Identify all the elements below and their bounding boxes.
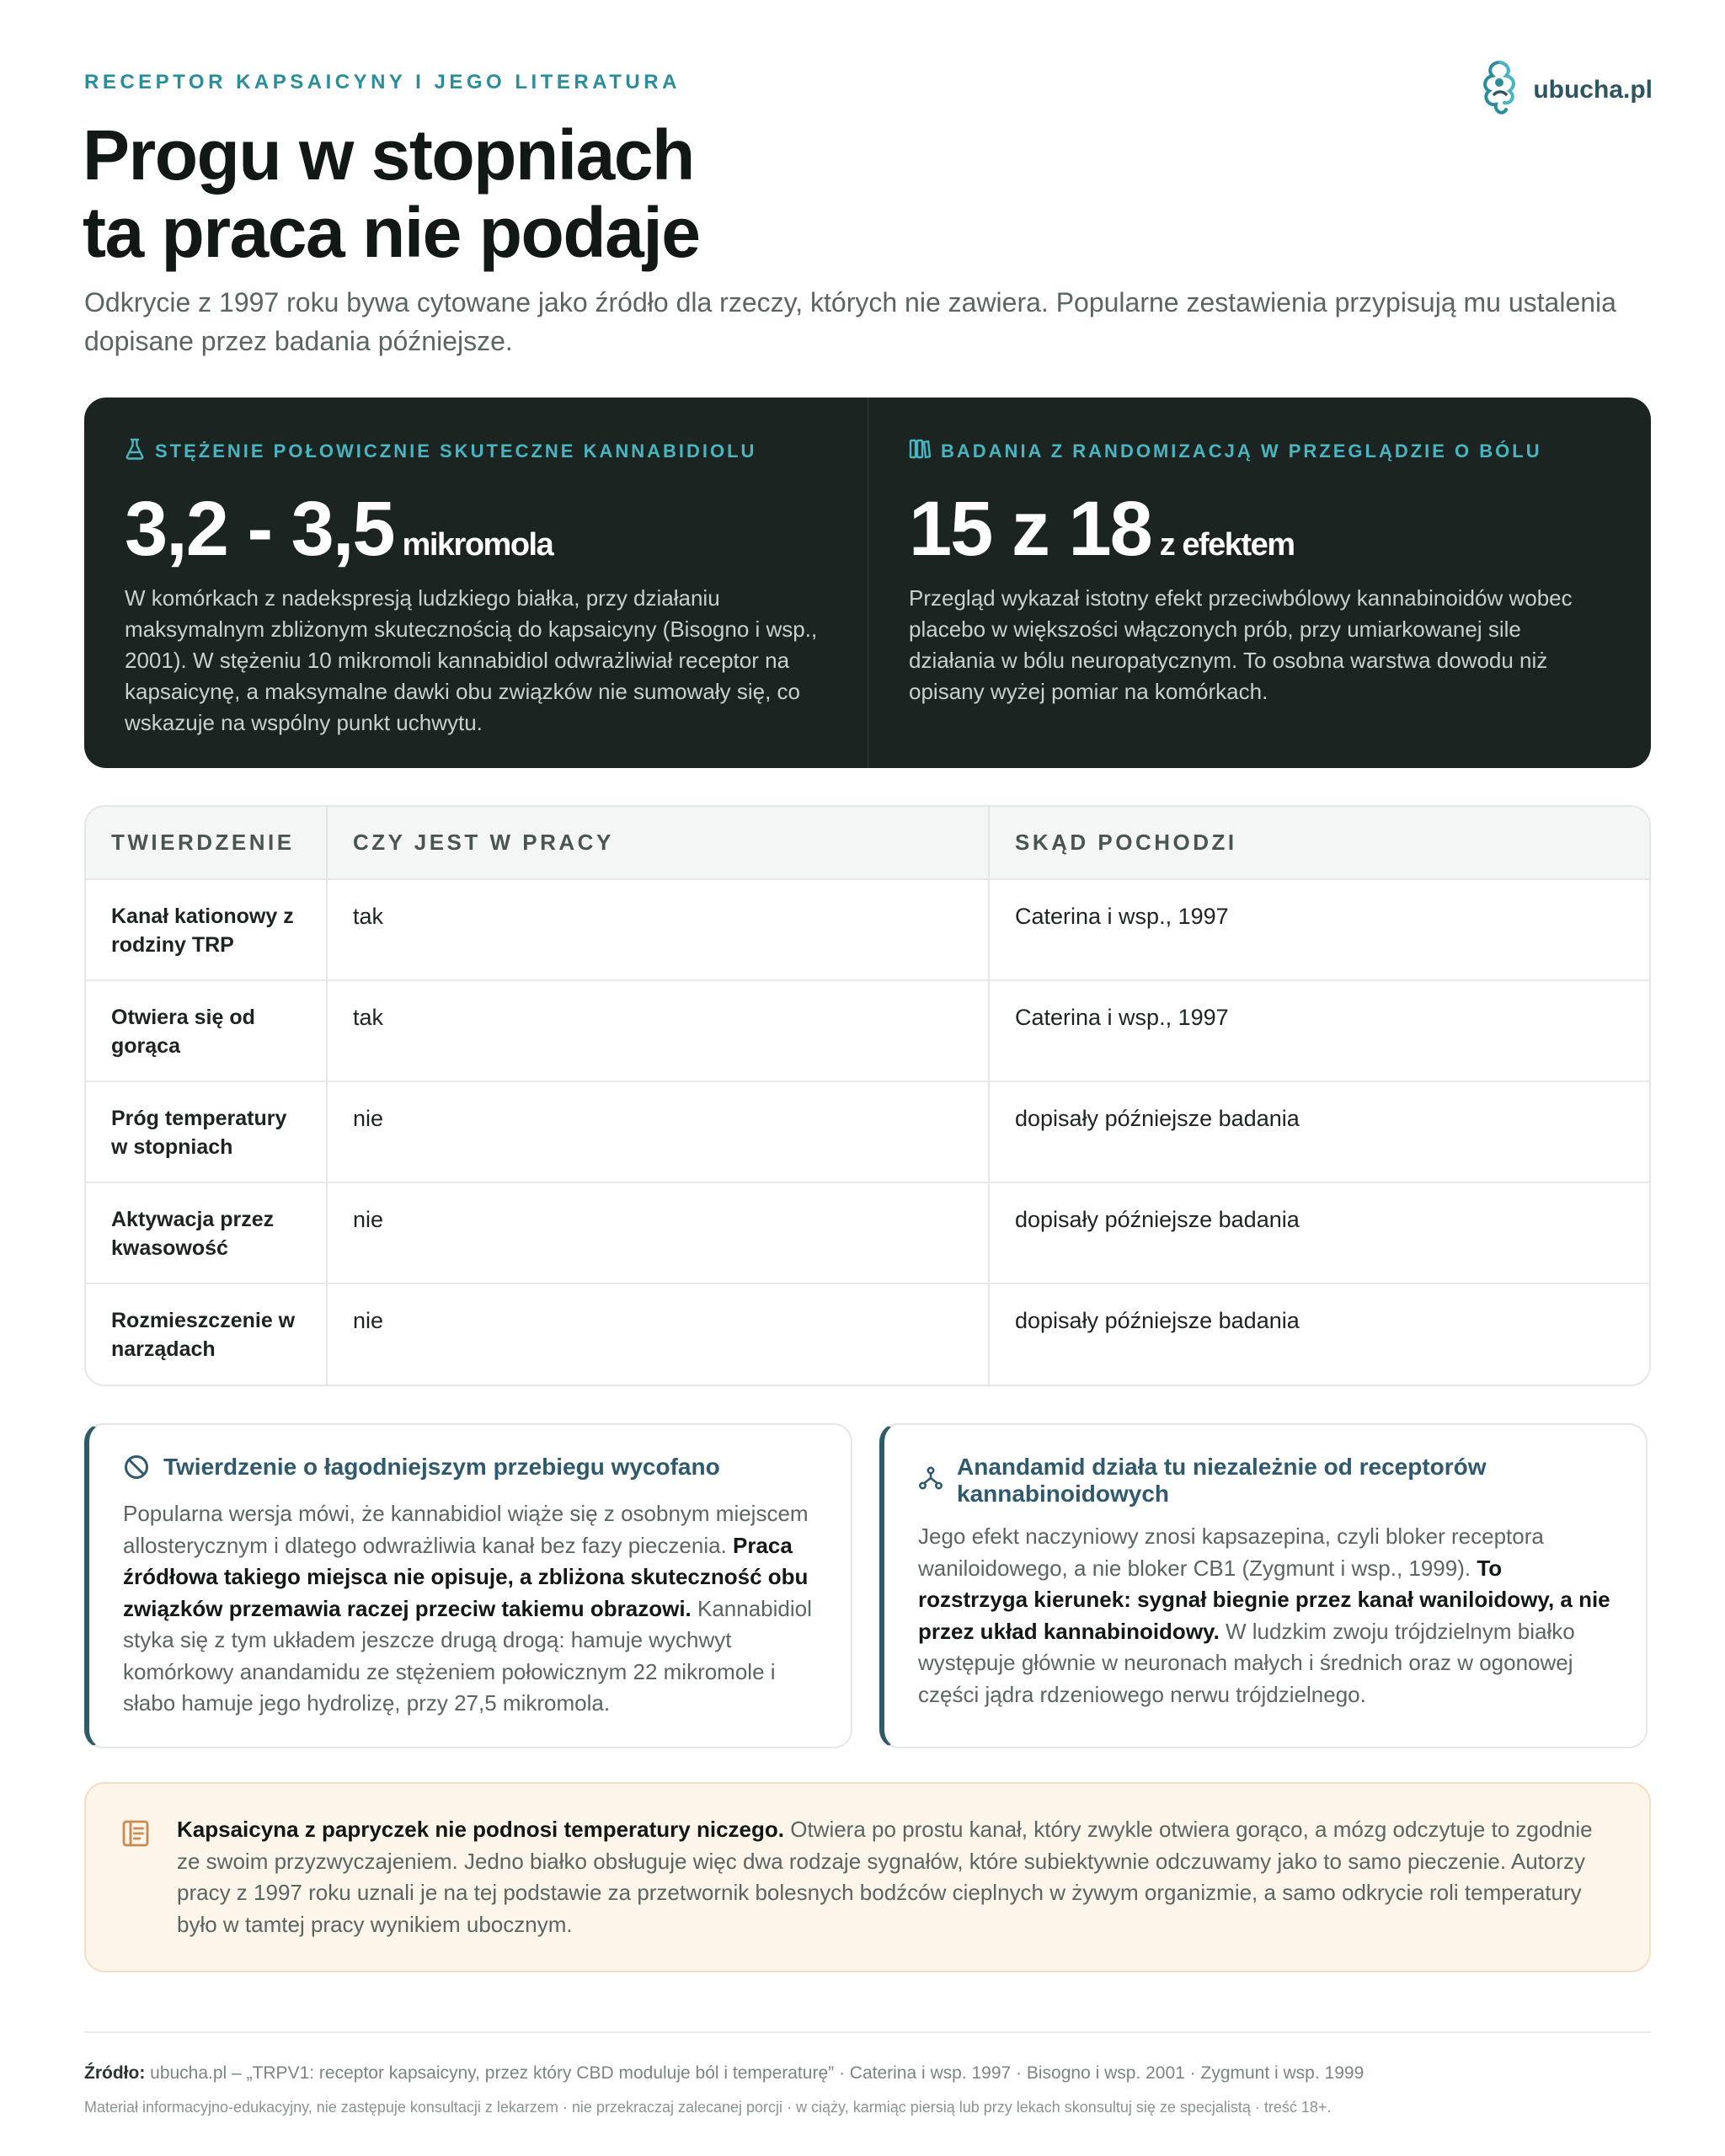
callout-retracted-claim: [84, 1423, 852, 1748]
document-icon: [121, 1819, 150, 1852]
capsaicin-note: [84, 1782, 1651, 1972]
stat-description: Przegląd wykazał istotny efekt przeciwbólowy kannabinoidów wobec placebo w większości włączonych prób, przy umiarkowanej sile działania w bólu neuropatycznym. To osobna warstwa dowodu niż opisany wyżej pomiar na komórkach.: [909, 585, 1573, 704]
callout-emphasis: Praca źródłowa takiego miejsca nie opisuje, a zbliżona skuteczność obu związków przemawia raczej przeciw takiemu obrazowi.: [123, 1532, 809, 1621]
stats-panel: [84, 398, 1651, 768]
brand-logo-icon: [1477, 57, 1523, 122]
source-cell: dopisały późniejsze badania: [989, 1283, 1651, 1385]
callout-emphasis: To rozstrzyga kierunek: sygnał biegnie przez kanał waniloidowy, a nie przez układ kannabinoidowy.: [918, 1555, 1610, 1644]
table-row: [86, 879, 1651, 980]
note-body: Otwiera po prostu kanał, który zwykle otwiera gorąco, a mózg odczytuje to zgodnie ze swoim przyzwyczajeniem. Jedno białko obsługuje więc dwa rodzaje sygnałów, które subiektywnie odczuwamy jako to samo pieczenie. Autorzy pracy z 1997 roku uznali je na tej podstawie za przetwornik bolesnych bodźców cieplnych w żywym organizmie, a samo odkrycie roli temperatury było w tamtej pracy wynikiem ubocznym.: [177, 1817, 1593, 1937]
eyebrow: RECEPTOR KAPSAICYNY I JEGO LITERATURA: [84, 71, 681, 93]
stat-value: [909, 486, 1610, 572]
table-row: [86, 980, 1651, 1081]
present-cell: nie: [327, 1283, 989, 1385]
source-line: [84, 2063, 1364, 2084]
source-cell: Caterina i wsp., 1997: [989, 980, 1651, 1081]
title-line-1: Progu w stopniach: [83, 115, 694, 195]
callout-header: [123, 1454, 819, 1485]
books-icon: [909, 438, 931, 465]
callout-anandamide: [879, 1423, 1648, 1748]
present-cell: nie: [327, 1182, 989, 1283]
prohibited-icon: [123, 1454, 150, 1485]
claim-cell: Aktywacja przez kwasowość: [86, 1182, 327, 1283]
present-cell: nie: [327, 1081, 989, 1182]
lead-paragraph: Odkrycie z 1997 roku bywa cytowane jako źródło dla rzeczy, których nie zawiera. Popularne zestawienia przypisują mu ustalenia dopisane przez badania późniejsze.: [84, 287, 1616, 356]
claim-cell: Próg temperatury w stopniach: [86, 1081, 327, 1182]
callout-body: [123, 1498, 819, 1720]
stat-label-text: STĘŻENIE POŁOWICZNIE SKUTECZNE KANNABIDIOLU: [155, 440, 757, 462]
column-header-source: SKĄD POCHODZI: [989, 807, 1651, 879]
branch-icon: [918, 1465, 943, 1495]
table-row: [86, 1081, 1651, 1182]
source-label: Źródło:: [84, 2063, 146, 2083]
stat-description: W komórkach z nadekspresją ludzkiego białka, przy działaniu maksymalnym zbliżonym skutecznością do kapsaicyny (Bisogno i wsp., 2001). W stężeniu 10 mikromoli kannabidiol odwrażliwiał receptor na kapsaicynę, a maksymalne dawki obu związków nie sumowały się, co wskazuje na wspólny punkt uchwytu.: [125, 585, 818, 735]
brand-name: ubucha.pl: [1533, 75, 1653, 104]
stat-unit: mikromola: [402, 527, 553, 563]
callout-body: [918, 1521, 1614, 1710]
source-text: ubucha.pl – „TRPV1: receptor kapsaicyny, przez który CBD moduluje ból i temperaturę” · Caterina i wsp. 1997 · Bisogno i wsp. 2001 · Zygmunt i wsp. 1999: [145, 2063, 1365, 2083]
table-row: [86, 1182, 1651, 1283]
stat-value: [125, 486, 827, 572]
callout-header: [918, 1454, 1614, 1508]
page-title: [83, 116, 699, 271]
table-header-row: [86, 807, 1651, 879]
title-line-2: ta praca nie podaje: [83, 193, 700, 272]
callout-text: Popularna wersja mówi, że kannabidiol wiąże się z osobnym miejscem allosterycznym i dlatego odwrażliwia kanał bez fazy pieczenia.: [123, 1501, 809, 1558]
present-cell: tak: [327, 879, 989, 980]
stat-card-trials: [868, 398, 1651, 768]
flask-icon: [125, 438, 145, 465]
table-row: [86, 1283, 1651, 1385]
source-cell: dopisały późniejsze badania: [989, 1182, 1651, 1283]
claim-cell: Otwiera się od gorąca: [86, 980, 327, 1081]
claim-cell: Rozmieszczenie w narządach: [86, 1283, 327, 1385]
stat-card-concentration: [84, 398, 868, 768]
claims-table: [84, 805, 1651, 1386]
callout-text: W ludzkim zwoju trójdzielnym białko występuje głównie w neuronach małych i średnich oraz w ogonowej części jądra rdzeniowego nerwu trójdzielnego.: [918, 1618, 1575, 1707]
column-header-present: CZY JEST W PRACY: [327, 807, 989, 879]
footer-divider: [84, 2031, 1651, 2033]
callout-text: Kannabidiol styka się z tym układem jeszcze drugą drogą: hamuje wychwyt komórkowy anandamidu ze stężeniem połowicznym 22 mikromole i słabo hamuje jego hydrolizę, przy 27,5 mikromola.: [123, 1595, 812, 1716]
stat-label: [125, 438, 827, 465]
note-emphasis: Kapsaicyna z papryczek nie podnosi temperatury niczego.: [177, 1817, 784, 1842]
present-cell: tak: [327, 980, 989, 1081]
disclaimer: Materiał informacyjno-edukacyjny, nie zastępuje konsultacji z lekarzem · nie przekraczaj zalecanej porcji · w ciąży, karmiąc piersią lub przy lekach skonsultuj się ze specjalistą · treść 18+.: [84, 2099, 1332, 2116]
stat-number: 3,2 - 3,5: [125, 486, 394, 572]
claim-cell: Kanał kationowy z rodziny TRP: [111, 905, 294, 957]
callout-text: Jego efekt naczyniowy znosi kapsazepina, czyli bloker receptora waniloidowego, a nie bloker CB1 (Zygmunt i wsp., 1999).: [918, 1524, 1544, 1581]
callout-title: Twierdzenie o łagodniejszym przebiegu wycofano: [163, 1454, 720, 1480]
stat-unit: z efektem: [1159, 527, 1295, 563]
stat-label: [909, 438, 1610, 465]
source-cell: dopisały późniejsze badania: [989, 1081, 1651, 1182]
stat-number: 15 z 18: [909, 486, 1151, 572]
source-cell: Caterina i wsp., 1997: [989, 879, 1651, 980]
note-text: [177, 1814, 1602, 1940]
stat-label-text: BADANIA Z RANDOMIZACJĄ W PRZEGLĄDZIE O BÓLU: [941, 440, 1542, 462]
column-header-claim: TWIERDZENIE: [86, 807, 327, 879]
callout-title: Anandamid działa tu niezależnie od receptorów kannabinoidowych: [957, 1454, 1487, 1507]
brand[interactable]: [1477, 57, 1653, 122]
